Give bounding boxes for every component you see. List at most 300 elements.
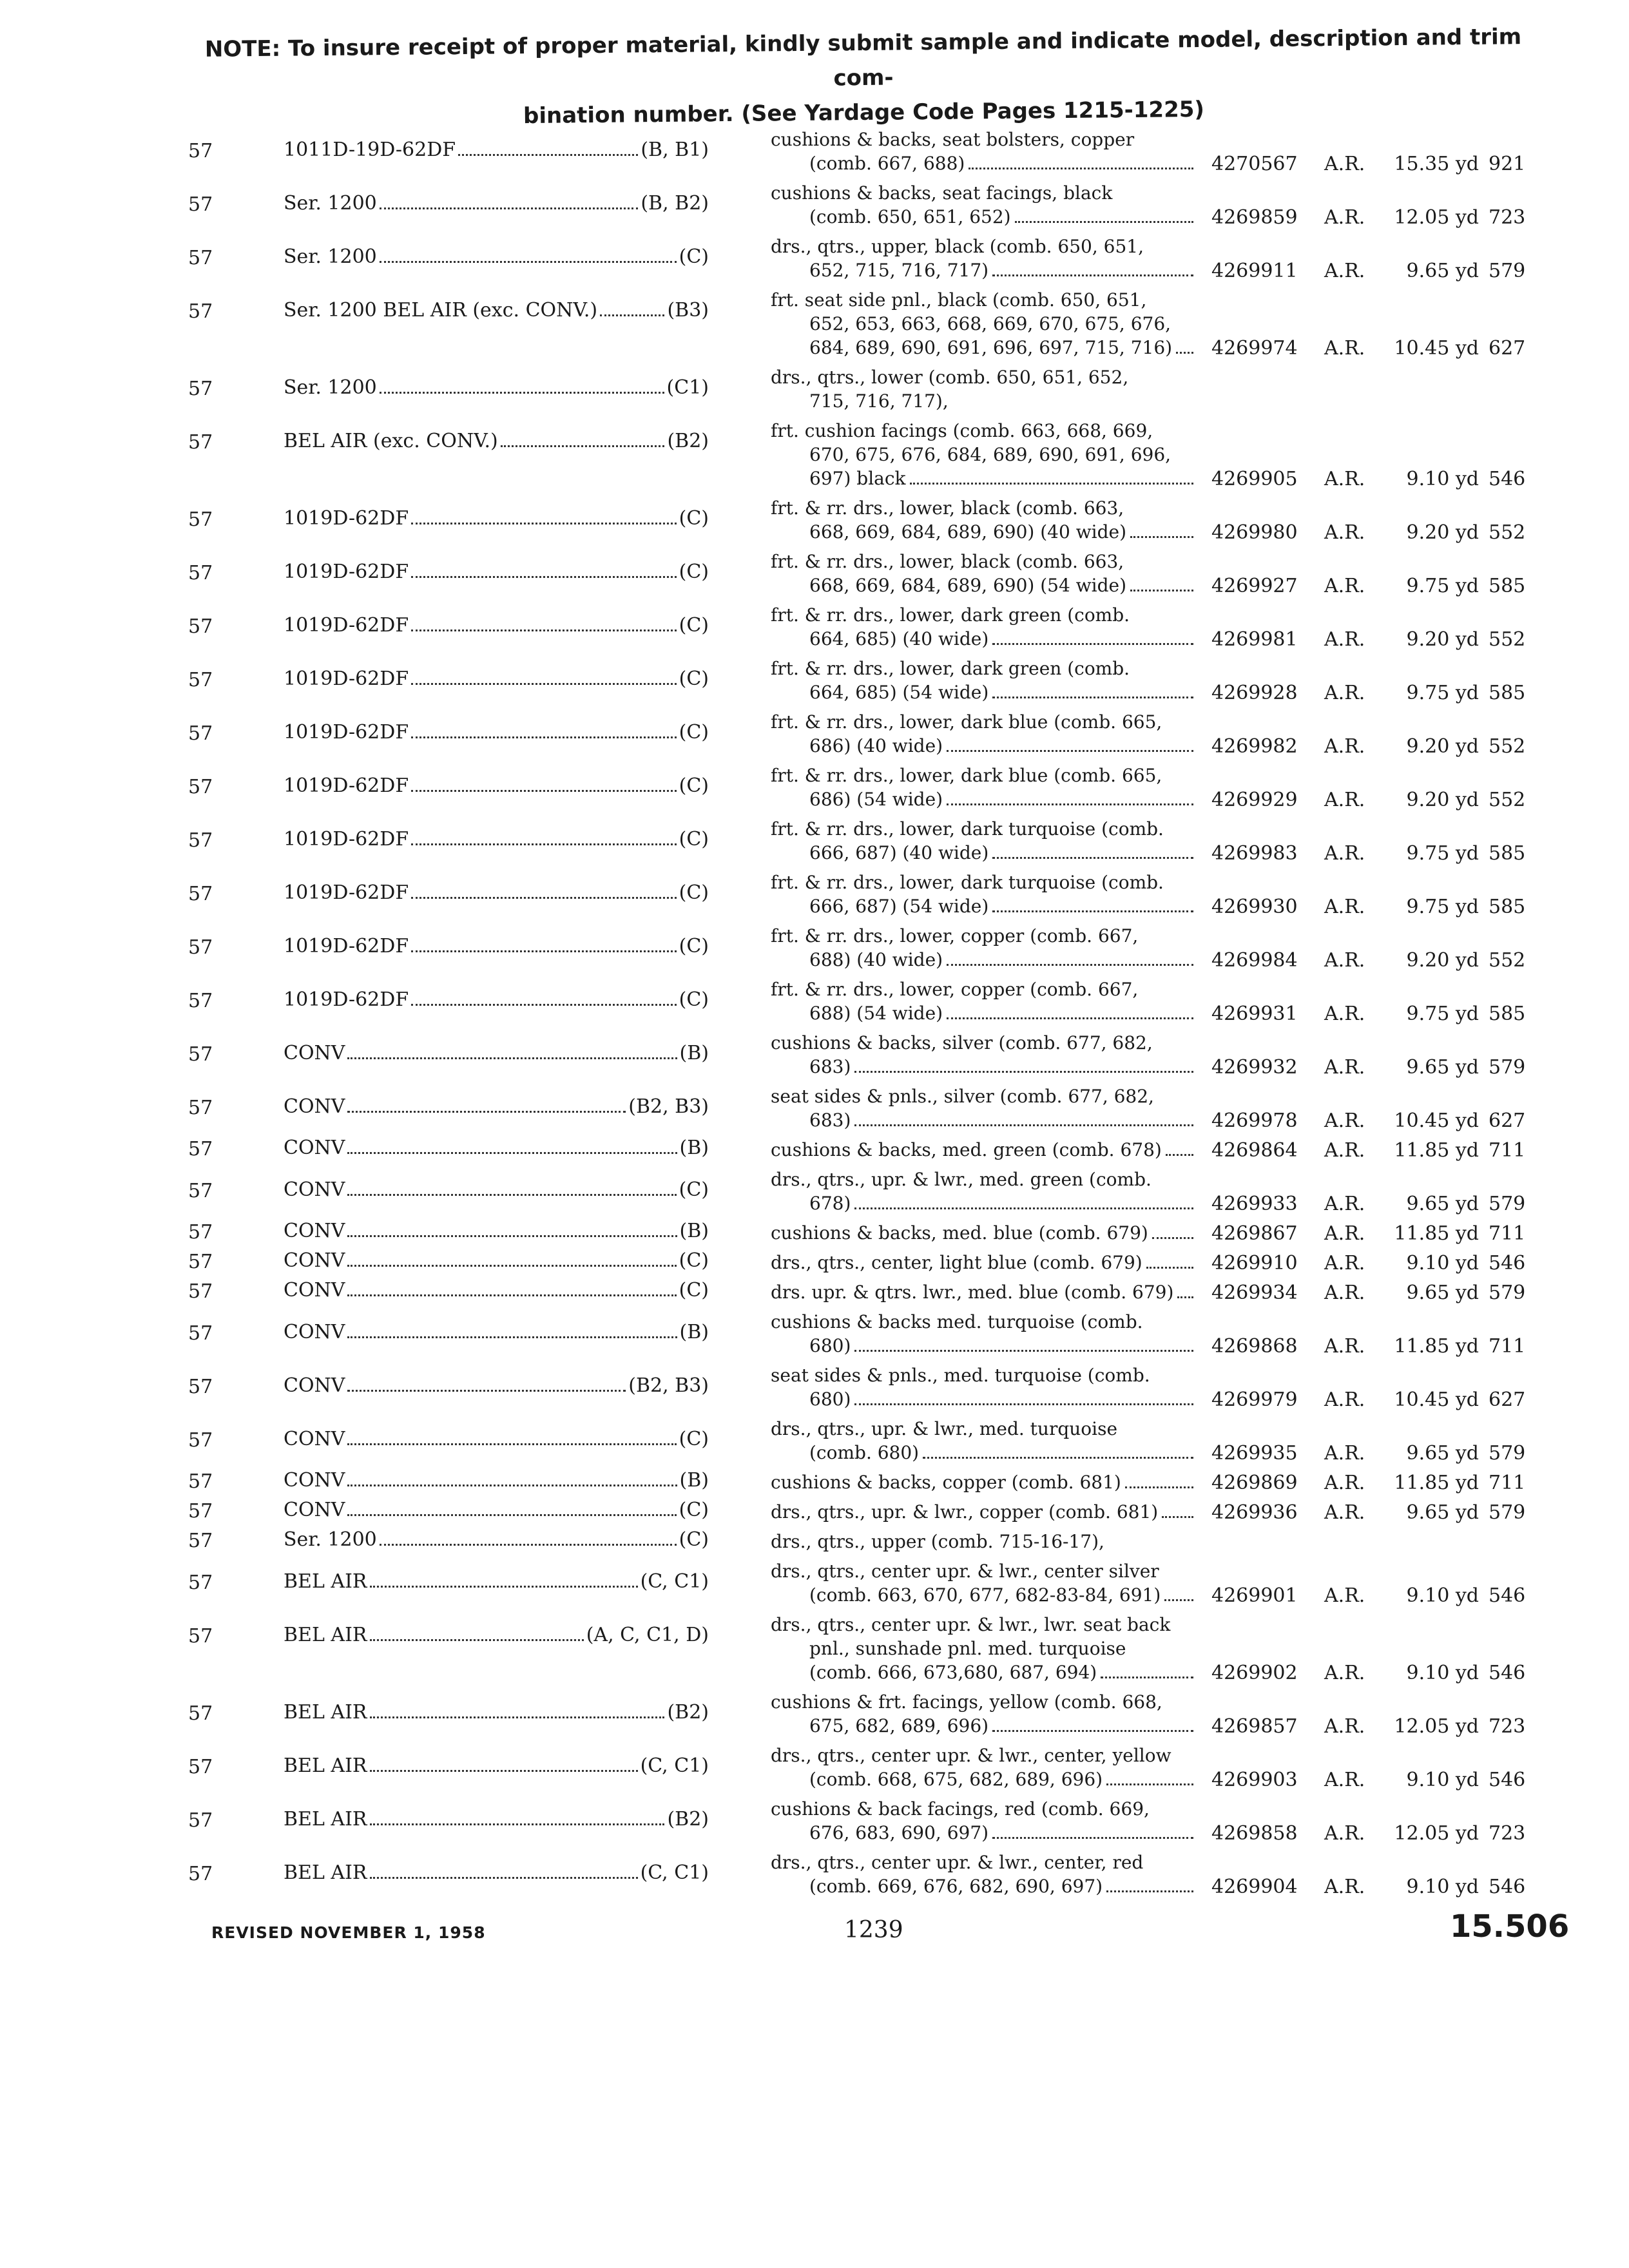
model-text: Ser. 1200: [284, 376, 377, 399]
model-cell: [284, 1469, 709, 1492]
year-cell: 57: [188, 1221, 213, 1244]
model-text: CONV: [284, 1095, 345, 1118]
price-code: 723: [1489, 1822, 1526, 1845]
description-text: 686) (54 wide): [809, 789, 943, 810]
body-code: (C): [679, 245, 709, 268]
description-line: seat sides & pnls., med. turquoise (comb.: [771, 1365, 1150, 1386]
body-code: (B2): [667, 430, 709, 452]
year-cell: 57: [188, 615, 213, 638]
model-text: BEL AIR: [284, 1861, 367, 1884]
quantity-unit: A.R.: [1324, 896, 1365, 918]
model-text: 1019D-62DF: [284, 881, 409, 904]
leader-dots: [411, 523, 676, 524]
description-line: drs., qtrs., upper (comb. 715-16-17),: [771, 1531, 1104, 1552]
year-cell: 57: [188, 193, 213, 216]
description-text: 686) (40 wide): [809, 735, 943, 756]
description-line: frt. & rr. drs., lower, black (comb. 663,: [771, 497, 1124, 519]
quantity-unit: A.R.: [1324, 1442, 1365, 1465]
leader-dots: [347, 1152, 677, 1154]
leader-dots: [380, 207, 639, 209]
quantity-unit: A.R.: [1324, 206, 1365, 229]
leader-dots: [992, 857, 1193, 859]
description-line: [771, 336, 1196, 360]
body-code: (B2, B3): [628, 1374, 709, 1397]
year-cell: 57: [188, 562, 213, 584]
part-number: 4269981: [1211, 628, 1298, 651]
body-code: (B): [679, 1469, 709, 1492]
year-cell: 57: [188, 378, 213, 400]
table-row: [0, 1221, 1629, 1245]
description-line: [771, 1001, 1196, 1025]
quantity-unit: A.R.: [1324, 682, 1365, 704]
table-row: [0, 1530, 1629, 1553]
year-cell: 57: [188, 1863, 213, 1885]
description-line: [771, 1821, 1196, 1845]
model-text: 1019D-62DF: [284, 614, 409, 637]
leader-dots: [347, 1294, 676, 1296]
description-line: drs., qtrs., lower (comb. 650, 651, 652,: [771, 367, 1129, 388]
price-code: 552: [1489, 789, 1526, 811]
body-code: (C): [679, 561, 709, 583]
leader-dots: [947, 964, 1193, 966]
price-per-yard: 9.65 yd: [1406, 1056, 1479, 1079]
leader-dots: [1130, 590, 1193, 591]
description-text: (comb. 663, 670, 677, 682-83-84, 691): [809, 1584, 1161, 1606]
price-code: 552: [1489, 949, 1526, 972]
model-text: 1019D-62DF: [284, 774, 409, 797]
description-cell: [771, 924, 1196, 972]
price-code: 585: [1489, 1003, 1526, 1025]
model-cell: [284, 1374, 709, 1397]
model-text: 1011D-19D-62DF: [284, 139, 456, 161]
table-row: [0, 977, 1629, 1025]
table-row: [0, 1138, 1629, 1162]
leader-dots: [854, 1071, 1193, 1073]
description-text: 688) (40 wide): [809, 949, 943, 970]
body-code: (B2): [667, 1701, 709, 1724]
model-text: CONV: [284, 1469, 345, 1492]
quantity-unit: A.R.: [1324, 1662, 1365, 1684]
leader-dots: [411, 736, 676, 738]
description-line: frt. & rr. drs., lower, dark green (comb.: [771, 658, 1130, 679]
leader-dots: [411, 950, 676, 952]
year-cell: 57: [188, 1530, 213, 1552]
leader-dots: [370, 1770, 638, 1772]
price-code: 552: [1489, 628, 1526, 651]
leader-dots: [411, 790, 676, 792]
part-number: 4269974: [1211, 337, 1298, 360]
price-code: 552: [1489, 521, 1526, 544]
year-cell: 57: [188, 1429, 213, 1452]
leader-dots: [1106, 1890, 1193, 1892]
description-cell: [771, 1168, 1196, 1215]
section-number: 15.506: [1450, 1908, 1570, 1945]
price-code: 921: [1489, 153, 1526, 175]
description-text: drs., qtrs., center, light blue (comb. 679): [771, 1252, 1142, 1273]
model-text: 1019D-62DF: [284, 561, 409, 583]
quantity-unit: A.R.: [1324, 521, 1365, 544]
price-code: 546: [1489, 1876, 1526, 1898]
description-cell: [771, 128, 1196, 175]
description-line: drs., qtrs., upr. & lwr., med. turquoise: [771, 1418, 1118, 1439]
price-code: 579: [1489, 1442, 1526, 1465]
table-row: [0, 870, 1629, 918]
price-per-yard: 9.10 yd: [1406, 1662, 1479, 1684]
description-line: [771, 1660, 1196, 1684]
description-line: [771, 1221, 1196, 1245]
year-cell: 57: [188, 300, 213, 323]
description-text: (comb. 650, 651, 652): [809, 206, 1011, 227]
description-line: [771, 1583, 1196, 1607]
leader-dots: [370, 1716, 665, 1718]
description-cell: [771, 1850, 1196, 1898]
description-line: [771, 1108, 1196, 1132]
description-line: frt. & rr. drs., lower, dark turquoise (comb.: [771, 818, 1164, 840]
model-cell: [284, 1042, 709, 1064]
model-text: CONV: [284, 1428, 345, 1450]
body-code: (C): [679, 1428, 709, 1450]
description-cell: [771, 1530, 1196, 1553]
model-cell: [284, 988, 709, 1011]
description-cell: [771, 1613, 1196, 1684]
year-cell: 57: [188, 883, 213, 905]
model-text: CONV: [284, 1321, 345, 1343]
price-code: 546: [1489, 1769, 1526, 1791]
body-code: (C, C1): [640, 1570, 709, 1593]
model-cell: [284, 935, 709, 957]
quantity-unit: A.R.: [1324, 1056, 1365, 1079]
description-line: drs., qtrs., upr. & lwr., med. green (comb.: [771, 1169, 1152, 1190]
year-cell: 57: [188, 1097, 213, 1119]
description-line: 670, 675, 676, 684, 689, 690, 691, 696,: [809, 444, 1171, 465]
leader-dots: [347, 1111, 626, 1113]
model-cell: [284, 1321, 709, 1343]
leader-dots: [347, 1235, 677, 1237]
leader-dots: [992, 697, 1193, 698]
description-line: [771, 1055, 1196, 1079]
price-code: 579: [1489, 1193, 1526, 1215]
part-number: 4269905: [1211, 468, 1298, 490]
quantity-unit: A.R.: [1324, 1193, 1365, 1215]
leader-dots: [1152, 1237, 1193, 1239]
quantity-unit: A.R.: [1324, 337, 1365, 360]
year-cell: 57: [188, 247, 213, 269]
table-row: [0, 1850, 1629, 1898]
description-cell: [771, 1417, 1196, 1465]
description-cell: [771, 419, 1196, 490]
description-line: frt. & rr. drs., lower, dark blue (comb. 665,: [771, 711, 1162, 733]
description-line: [771, 1470, 1196, 1494]
part-number: 4269858: [1211, 1822, 1298, 1845]
description-cell: [771, 1138, 1196, 1162]
leader-dots: [992, 643, 1193, 645]
price-code: 711: [1489, 1335, 1526, 1358]
price-per-yard: 9.65 yd: [1406, 1442, 1479, 1465]
leader-dots: [370, 1639, 584, 1641]
description-text: 664, 685) (54 wide): [809, 682, 989, 703]
yardage-note: [180, 19, 1547, 137]
description-line: 715, 716, 717),: [809, 390, 949, 412]
description-line: [771, 520, 1196, 544]
body-code: (B): [679, 1321, 709, 1343]
leader-dots: [411, 897, 676, 899]
table-row: [0, 764, 1629, 811]
leader-dots: [947, 803, 1193, 805]
price-code: 711: [1489, 1222, 1526, 1245]
price-per-yard: 10.45 yd: [1394, 337, 1479, 360]
model-cell: [284, 376, 709, 399]
model-cell: [284, 1528, 709, 1551]
model-cell: [284, 192, 709, 215]
table-row: [0, 1797, 1629, 1845]
description-cell: [771, 1690, 1196, 1738]
part-number: 4269979: [1211, 1389, 1298, 1411]
body-code: (B): [679, 1042, 709, 1064]
model-cell: [284, 1220, 709, 1242]
table-row: [0, 657, 1629, 704]
price-code: 627: [1489, 1110, 1526, 1132]
description-line: frt. seat side pnl., black (comb. 650, 651,: [771, 289, 1147, 311]
table-row: [0, 550, 1629, 597]
leader-dots: [1106, 1783, 1193, 1785]
leader-dots: [347, 1194, 676, 1196]
note-line-2: bination number. (See Yardage Code Pages 1215-1225): [523, 96, 1205, 130]
price-per-yard: 9.10 yd: [1406, 468, 1479, 490]
part-number: 4269929: [1211, 789, 1298, 811]
model-text: CONV: [284, 1042, 345, 1064]
table-row: [0, 1031, 1629, 1079]
part-number: 4269932: [1211, 1056, 1298, 1079]
description-line: drs., qtrs., center upr. & lwr., center, red: [771, 1852, 1144, 1873]
leader-dots: [1176, 352, 1193, 354]
description-line: frt. & rr. drs., lower, copper (comb. 667,: [771, 925, 1139, 947]
description-line: [771, 1441, 1196, 1465]
leader-dots: [347, 1265, 676, 1267]
description-text: 666, 687) (40 wide): [809, 842, 989, 863]
leader-dots: [1177, 1296, 1193, 1298]
description-line: [771, 841, 1196, 865]
price-per-yard: 10.45 yd: [1394, 1110, 1479, 1132]
model-text: 1019D-62DF: [284, 935, 409, 957]
model-cell: [284, 774, 709, 797]
price-per-yard: 9.10 yd: [1406, 1252, 1479, 1274]
leader-dots: [411, 1004, 676, 1006]
part-number: 4269978: [1211, 1110, 1298, 1132]
description-line: [771, 734, 1196, 758]
price-per-yard: 15.35 yd: [1394, 153, 1479, 175]
body-code: (B2): [667, 1808, 709, 1831]
leader-dots: [1015, 221, 1193, 223]
table-row: [0, 181, 1629, 229]
description-cell: [771, 1280, 1196, 1304]
description-cell: [771, 1251, 1196, 1274]
leader-dots: [1166, 1154, 1193, 1156]
model-cell: [284, 561, 709, 583]
price-code: 579: [1489, 1282, 1526, 1304]
description-text: (comb. 669, 676, 682, 690, 697): [809, 1876, 1103, 1897]
year-cell: 57: [188, 936, 213, 959]
table-row: [0, 1559, 1629, 1607]
part-number: 4269910: [1211, 1252, 1298, 1274]
description-line: 652, 653, 663, 668, 669, 670, 675, 676,: [809, 313, 1171, 334]
description-text: 664, 685) (40 wide): [809, 628, 989, 649]
model-cell: [284, 1279, 709, 1302]
description-text: 688) (54 wide): [809, 1003, 943, 1024]
table-row: [0, 365, 1629, 413]
model-text: BEL AIR: [284, 1701, 367, 1724]
leader-dots: [854, 1350, 1193, 1352]
leader-dots: [411, 683, 676, 685]
leader-dots: [910, 483, 1194, 485]
quantity-unit: A.R.: [1324, 735, 1365, 758]
price-code: 585: [1489, 682, 1526, 704]
description-line: [771, 1280, 1196, 1304]
model-cell: [284, 1754, 709, 1777]
model-cell: [284, 430, 709, 452]
year-cell: 57: [188, 1702, 213, 1725]
description-text: drs., qtrs., upr. & lwr., copper (comb. 681): [771, 1501, 1159, 1523]
model-text: BEL AIR: [284, 1624, 367, 1646]
body-code: (C): [679, 881, 709, 904]
leader-dots: [992, 1730, 1193, 1732]
description-line: cushions & backs, seat bolsters, copper: [771, 129, 1135, 150]
part-number: 4269928: [1211, 682, 1298, 704]
part-number: 4269902: [1211, 1662, 1298, 1684]
body-code: (B3): [667, 299, 709, 322]
leader-dots: [1146, 1267, 1193, 1269]
description-text: (comb. 666, 673,680, 687, 694): [809, 1662, 1097, 1683]
year-cell: 57: [188, 1322, 213, 1345]
model-cell: [284, 668, 709, 690]
model-cell: [284, 828, 709, 850]
price-per-yard: 9.10 yd: [1406, 1584, 1479, 1607]
model-cell: [284, 721, 709, 744]
description-cell: [771, 235, 1196, 282]
price-per-yard: 9.75 yd: [1406, 842, 1479, 865]
description-line: [771, 1387, 1196, 1411]
description-line: cushions & frt. facings, yellow (comb. 668,: [771, 1691, 1162, 1713]
description-text: 652, 715, 716, 717): [809, 260, 989, 281]
description-cell: [771, 181, 1196, 229]
description-text: 680): [809, 1335, 851, 1356]
body-code: (C): [679, 988, 709, 1011]
leader-dots: [380, 261, 677, 263]
description-cell: [771, 1031, 1196, 1079]
part-number: 4270567: [1211, 153, 1298, 175]
description-line: cushions & back facings, red (comb. 669,: [771, 1798, 1150, 1820]
leader-dots: [854, 1207, 1193, 1209]
body-code: (B, B1): [641, 139, 709, 161]
model-cell: [284, 299, 709, 322]
year-cell: 57: [188, 829, 213, 852]
body-code: (B): [679, 1137, 709, 1159]
body-code: (C): [679, 721, 709, 744]
model-cell: [284, 614, 709, 637]
price-per-yard: 12.05 yd: [1394, 206, 1479, 229]
price-code: 585: [1489, 896, 1526, 918]
price-per-yard: 9.20 yd: [1406, 949, 1479, 972]
part-number: 4269935: [1211, 1442, 1298, 1465]
price-per-yard: 12.05 yd: [1394, 1822, 1479, 1845]
model-cell: [284, 1570, 709, 1593]
description-cell: [771, 817, 1196, 865]
quantity-unit: A.R.: [1324, 842, 1365, 865]
leader-dots: [370, 1586, 638, 1588]
model-cell: [284, 1808, 709, 1831]
description-line: cushions & backs med. turquoise (comb.: [771, 1311, 1143, 1332]
leader-dots: [947, 1017, 1193, 1019]
model-cell: [284, 1624, 709, 1646]
description-text: cushions & backs, med. blue (comb. 679): [771, 1222, 1148, 1244]
table-row: [0, 128, 1629, 175]
model-text: Ser. 1200: [284, 192, 377, 215]
description-text: 668, 669, 684, 689, 690) (54 wide): [809, 575, 1127, 596]
part-number: 4269931: [1211, 1003, 1298, 1025]
price-code: 585: [1489, 842, 1526, 865]
year-cell: 57: [188, 431, 213, 454]
description-cell: [771, 496, 1196, 544]
description-text: 684, 689, 690, 691, 696, 697, 715, 716): [809, 337, 1173, 358]
leader-dots: [411, 576, 676, 578]
price-code: 723: [1489, 206, 1526, 229]
quantity-unit: A.R.: [1324, 789, 1365, 811]
price-per-yard: 9.20 yd: [1406, 628, 1479, 651]
description-text: 668, 669, 684, 689, 690) (40 wide): [809, 521, 1127, 543]
description-line: frt. & rr. drs., lower, dark turquoise (comb.: [771, 872, 1164, 893]
description-cell: [771, 1797, 1196, 1845]
description-cell: [771, 1500, 1196, 1524]
leader-dots: [380, 392, 664, 394]
description-line: [771, 1251, 1196, 1274]
table-row: [0, 1613, 1629, 1684]
description-cell: [771, 550, 1196, 597]
note-line-1: NOTE: To insure receipt of proper material, kindly submit sample and indicate model, description and trim com-: [204, 24, 1522, 91]
body-code: (B): [679, 1220, 709, 1242]
description-text: cushions & backs, med. green (comb. 678): [771, 1139, 1162, 1160]
description-text: 675, 682, 689, 696): [809, 1715, 989, 1736]
description-line: [771, 1714, 1196, 1738]
part-number: 4269868: [1211, 1335, 1298, 1358]
description-cell: [771, 1363, 1196, 1411]
price-per-yard: 10.45 yd: [1394, 1389, 1479, 1411]
price-code: 552: [1489, 735, 1526, 758]
leader-dots: [347, 1390, 626, 1392]
model-cell: [284, 245, 709, 268]
leader-dots: [501, 445, 665, 447]
quantity-unit: A.R.: [1324, 628, 1365, 651]
table-row: [0, 419, 1629, 490]
body-code: (C): [679, 1528, 709, 1551]
leader-dots: [600, 314, 664, 316]
table-row: [0, 496, 1629, 544]
model-text: Ser. 1200: [284, 245, 377, 268]
price-code: 579: [1489, 1056, 1526, 1079]
description-line: [771, 680, 1196, 704]
body-code: (C): [679, 507, 709, 530]
description-text: (comb. 668, 675, 682, 689, 696): [809, 1769, 1103, 1790]
description-line: [771, 151, 1196, 175]
model-text: BEL AIR: [284, 1570, 367, 1593]
description-line: frt. cushion facings (comb. 663, 668, 669,: [771, 420, 1153, 441]
table-row: [0, 1084, 1629, 1132]
price-code: 546: [1489, 1252, 1526, 1274]
description-cell: [771, 764, 1196, 811]
price-per-yard: 9.10 yd: [1406, 1876, 1479, 1898]
model-text: Ser. 1200 BEL AIR (exc. CONV.): [284, 299, 598, 322]
table-row: [0, 1251, 1629, 1274]
part-number: 4269984: [1211, 949, 1298, 972]
leader-dots: [458, 154, 638, 156]
